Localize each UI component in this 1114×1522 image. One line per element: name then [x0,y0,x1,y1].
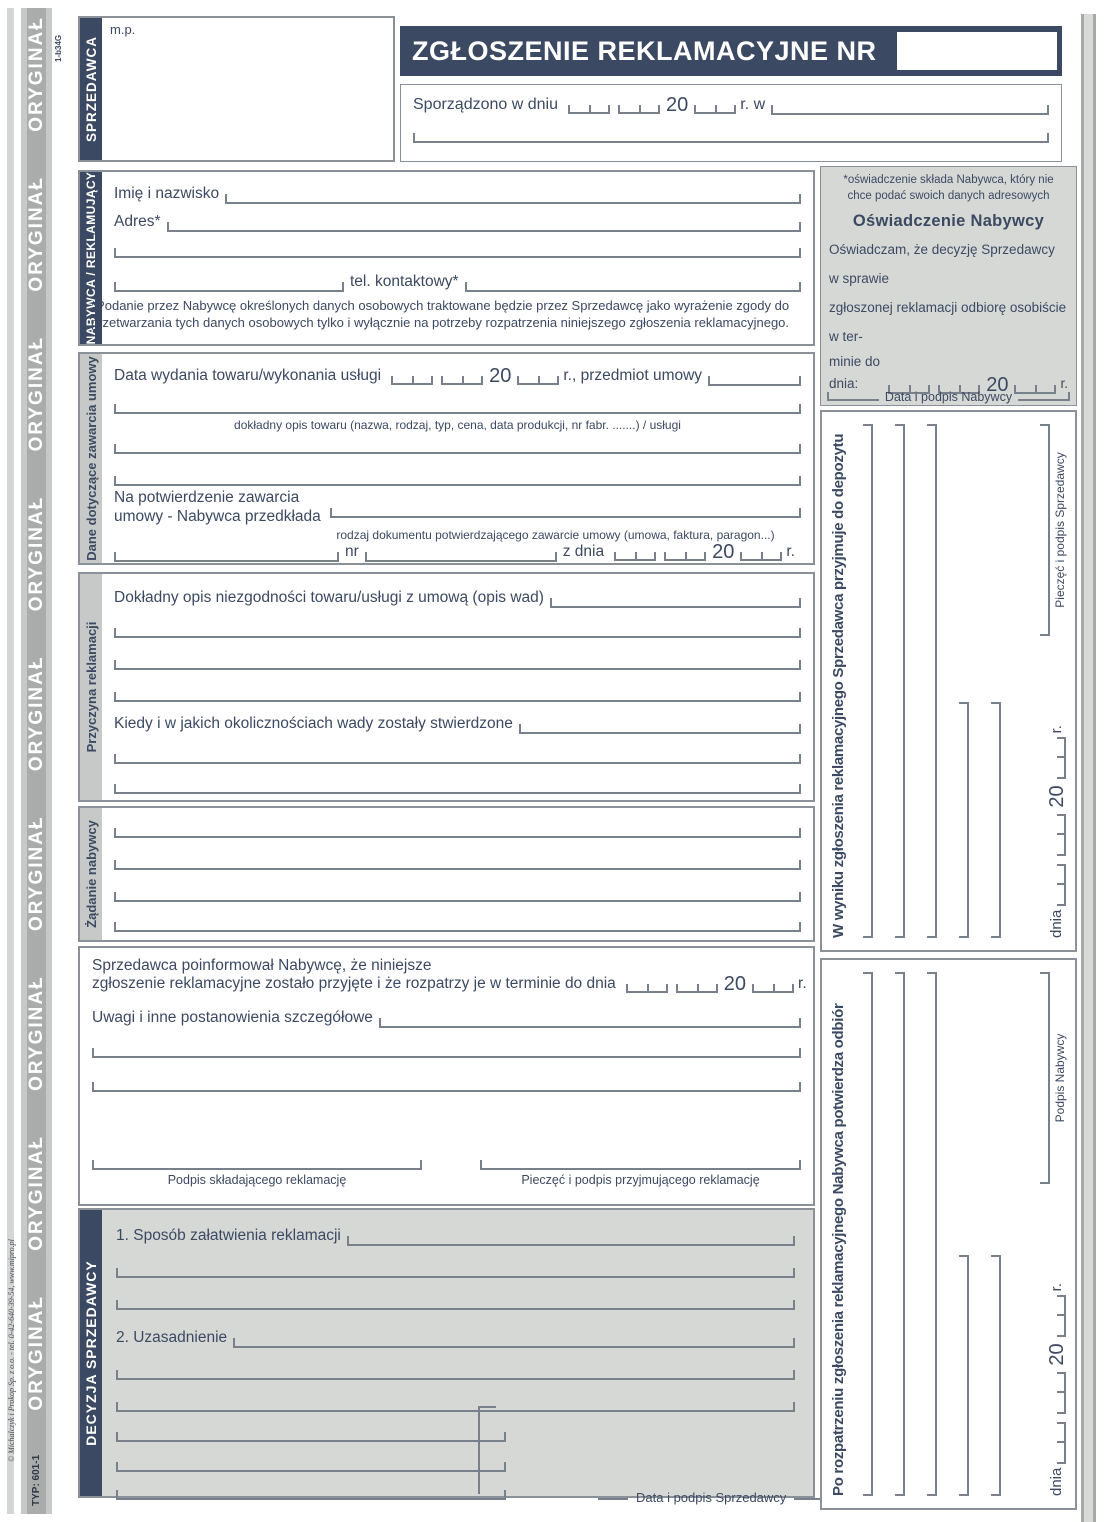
contract-band [80,354,102,563]
date-day-field [1057,1422,1066,1464]
buyer-address-row2 [114,244,801,258]
deposit-lines [859,424,1001,938]
fill-line [116,1366,795,1380]
defect-description-label: Dokładny opis niezgodności towaru/usługi z umową (opis wad) [114,589,544,606]
date-year-field [517,376,559,385]
buyer-address-row [114,212,801,232]
decision-box [78,1208,815,1498]
name-label: Imię i nazwisko [114,185,220,202]
fill-line [114,244,801,258]
form-title-bar [400,26,1062,76]
date-label: dnia [1048,1467,1065,1496]
signature-line [1036,972,1050,1184]
fill-line [365,548,557,562]
fill-line [114,624,801,638]
fill-line [859,972,873,1496]
fill-line [923,972,937,1496]
receiver-signature-bracket [480,1156,801,1187]
decision-row6 [116,1398,795,1412]
contract-row3 [114,440,801,454]
fill-line [987,1255,1001,1496]
buyer-name-row [114,184,801,204]
decision-row5 [116,1366,795,1380]
declaration-body [829,235,1068,351]
decision-signature-label: Data i podpis Sprzedawcy [636,1490,787,1505]
made-on-row [413,95,1049,115]
fill-line [92,1078,801,1092]
fill-line [114,888,801,902]
deposit-panel-content [822,412,1075,950]
date-day-field [391,376,433,385]
demand-band [80,808,102,940]
declaration-body-line2: zgłoszonej reklamacji odbiorę osobiście w ter- [829,300,1067,345]
date-year-field [740,552,782,561]
date-year-field [752,984,794,993]
deposit-panel [820,410,1077,952]
decision-row2 [116,1264,795,1278]
complaint-number-box [897,32,1057,70]
acceptance-box [78,946,815,1206]
fill-line [550,594,801,608]
subject-label: r., przedmiot umowy [563,367,703,384]
fill-line [114,278,344,292]
fill-line [891,972,905,1496]
fill-line [114,688,801,702]
contract-date-row [114,366,801,386]
fill-line [114,440,801,454]
fill-line [114,824,801,838]
fill-line [330,504,801,518]
signature-line [1036,424,1050,636]
fill-line [116,1486,506,1500]
fill-line [114,750,801,764]
receipt-panel [820,958,1077,1510]
decision-short-row2 [116,1458,506,1472]
year-suffix: r. [1060,376,1068,392]
buyer-box [78,170,815,346]
signature-line [92,1156,422,1170]
date-month-field [1057,814,1066,856]
date-day-field [626,984,668,993]
fill-line [923,424,937,938]
fill-line [859,424,873,938]
copy-label: ORYGINAŁ [25,1135,47,1251]
demand-row2 [114,856,801,870]
date-label: dnia [1048,909,1065,938]
fill-line [167,218,801,232]
fill-line [987,702,1001,938]
acceptance-row4 [92,1044,801,1058]
copy-label: ORYGINAŁ [25,175,47,292]
declaration-note-line2: chce podać swoich danych adresowych [847,189,1050,202]
decision-row3 [116,1296,795,1310]
deposit-date-row [1047,725,1067,938]
copy-label: ORYGINAŁ [25,975,47,1091]
year-suffix: r. [786,543,795,560]
date-month-field [664,552,706,561]
date-day-field [1057,864,1066,906]
copy-label: ORYGINAŁ [25,16,47,132]
declaration-note [821,173,1076,204]
seller-box [78,16,395,162]
remarks-label: Uwagi i inne postanowienia szczegółowe [92,1009,373,1026]
deposit-footer [1036,424,1067,938]
reason-row2 [114,624,801,638]
document-number-row [114,542,801,562]
personal-data-footnote: *Podanie przez Nabywcę określonych danych osobowych traktowane będzie przez Sprzedawcę jako wyrażenie zgody do przetwarzania tych danych osobowych tylko i wyłącznie na potrzeby rozpatrzenia niniejszego zgłoszenia reklamacyjnego. [91,298,790,330]
fill-line [379,1014,801,1028]
decision-signature-row [598,1491,848,1505]
justification-label: 2. Uzasadnienie [116,1329,228,1346]
confirmation-row [330,504,801,518]
fill-line [955,1255,969,1496]
fill-line [519,720,801,734]
fill-line [92,1044,801,1058]
settlement-label: 1. Sposób załatwienia reklamacji [116,1227,341,1244]
reason-band-label: Przyczyna reklamacji [83,621,99,753]
made-on-row2 [413,129,1049,143]
signature-line [480,1156,801,1170]
year-suffix: r. [1048,1283,1065,1292]
fill-line [114,856,801,870]
date-day-field [614,552,656,561]
year-suffix: r. [1048,725,1065,734]
declaration-title: Oświadczenie Nabywcy [852,212,1045,231]
fill-line [114,656,801,670]
acceptance-row5 [92,1078,801,1092]
fill-line [116,1398,795,1412]
copy-label: ORYGINAŁ [25,1295,47,1411]
nr-label: nr [345,543,359,560]
date-month-field [441,376,483,385]
declaration-note-line1: *oświadczenie składa Nabywca, który nie [843,174,1054,186]
receipt-footer [1036,972,1067,1496]
contract-box [78,352,815,565]
acceptance-line1: Sprzedawca poinformował Nabywcę, że niniejsze [92,957,432,974]
receipt-signature [1036,972,1067,1184]
reason-row7 [114,780,801,794]
stamp-placeholder: m.p. [110,22,136,37]
reason-row4 [114,688,801,702]
fill-line [708,372,801,386]
from-date-label: z dnia [562,543,605,560]
acceptance-deadline-row [92,973,807,995]
fill-line [116,1458,506,1472]
deposit-signature [1036,424,1067,636]
year-prefix: 20 [1046,785,1068,808]
made-on-box [400,84,1062,162]
document-kind-hint: rodzaj dokumentu potwierdzającego zawarcie umowy (umowa, faktura, paragon...) [336,528,775,542]
date-year-field [694,105,736,114]
date-year-field [1057,737,1066,779]
settlement-row [116,1226,795,1246]
justification-row [116,1328,795,1348]
year-prefix: 20 [712,541,735,563]
goods-description-hint: dokładny opis towaru (nazwa, rodzaj, typ, cena, data produkcji, nr fabr. .......) / usługi [234,418,681,432]
copy-label: ORYGINAŁ [25,655,47,772]
fill-line [116,1296,795,1310]
receipt-signature-label: Podpis Nabywcy [1053,1033,1067,1123]
form-type-code: TYP: 601-1 [31,1454,42,1506]
reason-row3 [114,656,801,670]
claimant-signature-label: Podpis składającego reklamację [167,1173,347,1187]
confirmation-label [114,488,321,526]
demand-row3 [114,888,801,902]
date-month-field [1057,1372,1066,1414]
decision-signature-bracket [478,1406,496,1494]
receiver-signature-label: Pieczęć i podpis przyjmującego reklamację [521,1173,760,1187]
fill-line [465,278,801,292]
issue-date-label: Data wydania towaru/wykonania usługi [114,367,382,384]
acceptance-line2: zgłoszenie reklamacyjne zostało przyjęte i że rozpatrzy je w terminie do dnia [92,975,616,992]
decision-band-label: DECYZJA SPRZEDAWCY [83,1260,99,1446]
buyer-declaration-panel [820,166,1077,406]
declaration-signature-row [827,388,1070,404]
receipt-lines [859,972,1001,1496]
fill-line [114,918,801,932]
contract-row2 [114,400,801,414]
defect-circumstances-label: Kiedy i w jakich okolicznościach wady zostały stwierdzone [114,715,513,732]
demand-band-label: Żądanie nabywcy [83,820,99,928]
copy-label: ORYGINAŁ [25,815,47,931]
year-prefix: 20 [986,374,1009,397]
decision-short-row1 [116,1428,506,1442]
publisher-credit: © Michalczyk i Prokop Sp. z o.o. - tel. 0-42-640-39-54, www.mipro.pl [7,1239,16,1462]
date-day-field [568,105,610,114]
contract-band-label: Dane dotyczące zawarcia umowy [83,356,99,561]
buyer-phone-row [114,272,801,292]
demand-row4 [114,918,801,932]
reason-band [80,574,102,800]
copy-label: ORYGINAŁ [25,495,47,612]
receipt-panel-content [822,960,1075,1508]
form-code: 1-b34G [54,34,63,62]
fill-line [233,1334,795,1348]
fill-line [225,190,801,204]
reason-row6 [114,750,801,764]
defect-description-row [114,588,801,608]
fill-line [114,472,801,486]
fill-line [891,424,905,938]
form-title: ZGŁOSZENIE REKLAMACYJNE NR [412,36,877,66]
declaration-body-line1: Oświadczam, że decyzję Sprzedawcy w sprawie [829,242,1055,287]
year-prefix: 20 [1046,1343,1068,1366]
year-prefix: 20 [723,973,747,995]
decision-short-row3 [116,1486,506,1500]
fill-line [116,1264,795,1278]
fill-line [114,780,801,794]
fill-line [114,400,801,414]
buyer-band-label: NABYWCA / REKLAMUJĄCY [84,171,98,345]
date-year-field [1057,1295,1066,1337]
fill-line [114,548,339,562]
declaration-signature-label: Data i podpis Nabywcy [884,390,1013,404]
seller-band-label: SPRZEDAWCA [83,36,99,143]
confirmation-label-line1: Na potwierdzenie zawarcia [114,489,300,506]
confirmation-label-line2: umowy - Nabywca przedkłada [114,508,321,525]
declaration-date-label: minie do dnia: [829,354,881,392]
copy-edge-labels [21,8,52,1514]
made-on-label: Sporządzono w dniu [413,96,558,113]
contract-row4 [114,472,801,486]
perforation-edge [1081,14,1096,1522]
year-prefix: 20 [489,365,512,387]
year-suffix: r. [798,975,807,992]
place-line [771,101,1049,115]
demand-box [78,806,815,942]
remarks-row [92,1008,801,1028]
deposit-signature-label: Pieczęć i podpis Sprzedawcy [1053,452,1067,608]
phone-label: tel. kontaktowy* [350,273,459,290]
address-label: Adres* [114,213,161,230]
receipt-heading: Po rozpatrzeniu zgłoszenia reklamacyjnego Nabywca potwierdza odbiór [830,1003,847,1496]
fill-line [955,702,969,938]
seller-band [80,18,102,160]
decision-band [80,1210,102,1496]
made-on-suffix: r. w [740,96,766,113]
deposit-heading: W wyniku zgłoszenia reklamacyjnego Sprzedawca przyjmuje do depozytu [830,433,847,938]
copy-label: ORYGINAŁ [25,335,47,452]
claimant-signature-bracket [92,1156,422,1187]
fill-line [347,1232,795,1246]
reason-box [78,572,815,802]
date-month-field [676,984,718,993]
fill-line [116,1428,506,1442]
receipt-date-row [1047,1283,1067,1496]
place-line [413,129,1049,143]
defect-circumstances-row [114,714,801,734]
year-prefix: 20 [665,94,689,116]
date-month-field [618,105,660,114]
demand-row1 [114,824,801,838]
